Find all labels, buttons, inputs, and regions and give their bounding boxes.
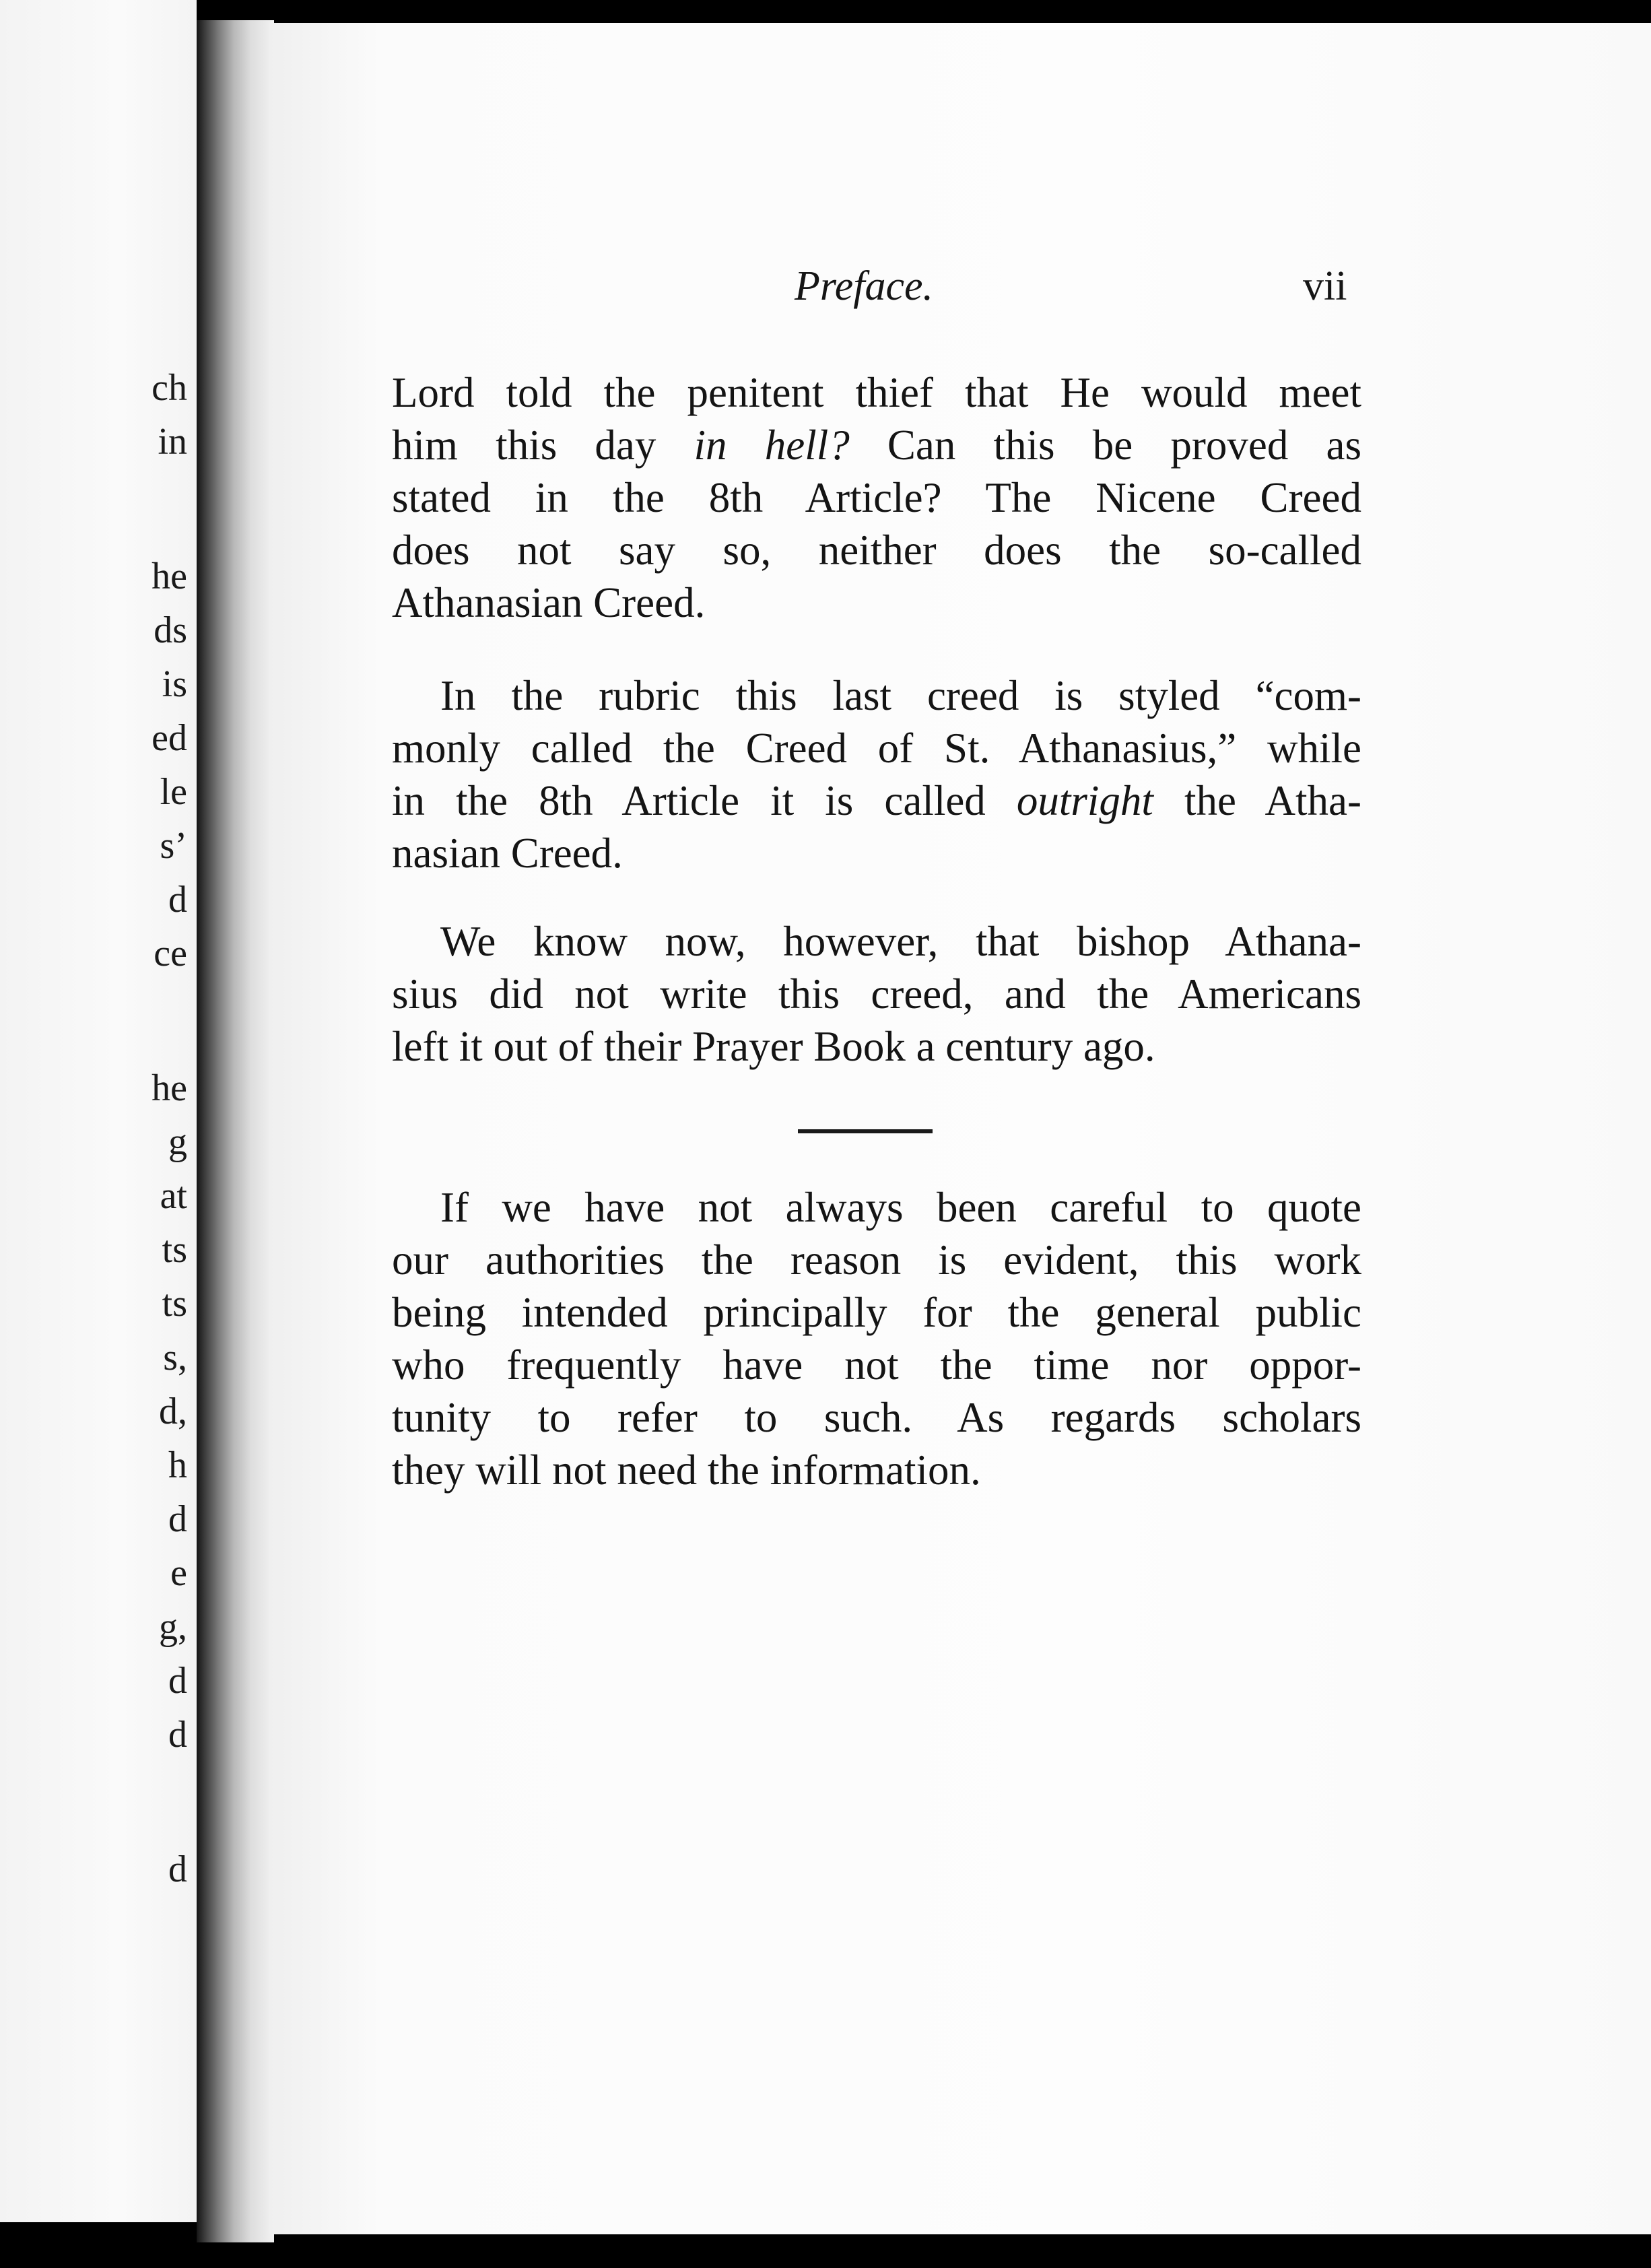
text-line xyxy=(392,774,1361,827)
text-line xyxy=(392,419,1361,471)
left-page-text-fragment: g xyxy=(168,1121,187,1163)
text-span: in the 8th Article it is called xyxy=(392,777,1017,824)
left-page-text-fragment: ts xyxy=(162,1229,187,1271)
left-page-text-fragment: ce xyxy=(154,933,187,974)
left-page-text-fragment: in xyxy=(158,421,187,463)
running-title: Preface. xyxy=(795,263,933,309)
right-page xyxy=(269,23,1651,2234)
paragraph xyxy=(392,366,1361,629)
text-line: they will not need the information. xyxy=(392,1446,981,1494)
left-page-text-fragment: g, xyxy=(159,1606,187,1648)
left-page-text-fragment: s’ xyxy=(160,825,187,867)
left-page-text-fragment: s, xyxy=(163,1337,187,1378)
left-page-text-fragment: h xyxy=(168,1444,187,1486)
left-page-text-fragment: d xyxy=(168,879,187,921)
text-line: does not say so, neither does the so-called xyxy=(392,527,1361,574)
left-page-text-fragment: at xyxy=(160,1175,187,1217)
italic-text: in hell? xyxy=(694,422,850,469)
text-span: Can this be proved as xyxy=(849,422,1361,469)
text-line: We know now, however, that bishop Athana- xyxy=(440,918,1361,965)
text-line: monly called the Creed of St. Athanasius,” while xyxy=(392,725,1361,772)
text-span: the Atha- xyxy=(1153,777,1361,824)
left-facing-page xyxy=(0,0,197,2222)
text-line: tunity to refer to such. As regards scholars xyxy=(392,1394,1361,1441)
paragraph xyxy=(392,915,1361,1073)
text-line: nasian Creed. xyxy=(392,830,623,877)
text-line: who frequently have not the time nor oppor- xyxy=(392,1341,1361,1389)
left-page-text-fragment: d, xyxy=(159,1391,187,1432)
paragraph xyxy=(392,1181,1361,1496)
section-divider-rule xyxy=(798,1129,933,1133)
left-page-text-fragment: ed xyxy=(151,717,187,759)
page-number: vii xyxy=(1303,263,1347,309)
left-page-text-fragment: he xyxy=(151,556,187,597)
text-line: Lord told the penitent thief that He would meet xyxy=(392,369,1361,416)
left-page-text-fragment: ds xyxy=(154,609,187,651)
text-line: If we have not always been careful to quote xyxy=(440,1184,1361,1231)
left-page-text-fragment: d xyxy=(168,1498,187,1540)
paragraph xyxy=(392,669,1361,879)
left-page-text-fragment: ch xyxy=(151,367,187,409)
left-page-text-fragment: ts xyxy=(162,1283,187,1325)
text-line: Athanasian Creed. xyxy=(392,579,706,626)
text-line: In the rubric this last creed is styled “com- xyxy=(440,672,1361,719)
italic-text: outright xyxy=(1016,777,1153,824)
text-line: being intended principally for the general public xyxy=(392,1289,1361,1336)
left-page-text-fragment: le xyxy=(160,771,187,813)
left-page-text-fragment: d xyxy=(168,1714,187,1756)
left-page-text-fragment: he xyxy=(151,1067,187,1109)
text-line: left it out of their Prayer Book a century ago. xyxy=(392,1023,1155,1070)
book-gutter-shadow xyxy=(197,20,274,2242)
left-page-text-fragment: e xyxy=(170,1552,187,1594)
text-line: sius did not write this creed, and the Americans xyxy=(392,970,1361,1018)
left-page-text-fragment: d xyxy=(168,1848,187,1890)
text-line: stated in the 8th Article? The Nicene Creed xyxy=(392,474,1361,521)
text-line: our authorities the reason is evident, this work xyxy=(392,1236,1361,1283)
left-page-text-fragment: is xyxy=(162,663,187,705)
left-page-text-fragment: d xyxy=(168,1660,187,1702)
text-span: him this day xyxy=(392,422,694,469)
